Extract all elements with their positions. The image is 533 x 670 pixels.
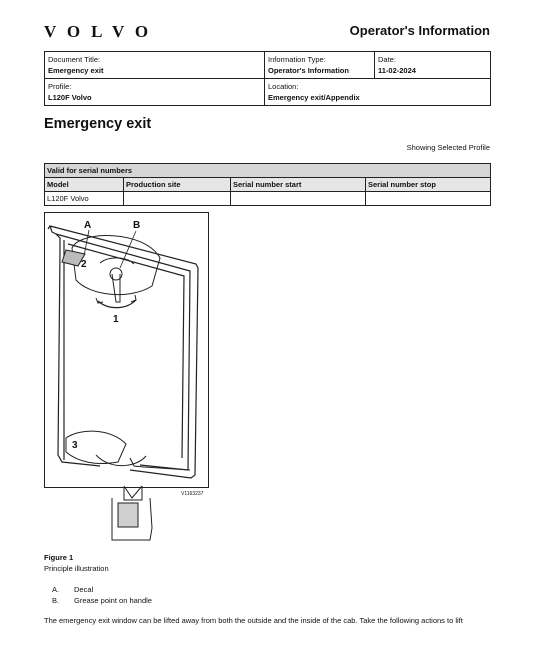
legend-text: Decal (74, 585, 94, 594)
serial-column-header: Serial number stop (366, 178, 491, 192)
legend-text: Grease point on handle (74, 596, 152, 605)
figure-caption: Principle illustration (44, 564, 109, 573)
meta-value: L120F Volvo (48, 93, 92, 102)
detail-inset (112, 486, 152, 540)
selected-profile-note: Showing Selected Profile (406, 143, 490, 152)
callout-a: A (84, 220, 92, 231)
meta-label: Date: (378, 55, 396, 64)
document-kind-heading: Operator's Information (349, 23, 490, 38)
meta-label: Profile: (48, 82, 72, 91)
meta-value: Operator's Information (268, 66, 349, 75)
legend-key: B. (52, 596, 60, 605)
serial-column-header: Serial number start (231, 178, 366, 192)
volvo-logo: VOLVO (44, 22, 160, 41)
meta-label: Information Type: (268, 55, 326, 64)
meta-value: Emergency exit/Appendix (268, 93, 360, 102)
callout-3: 3 (72, 440, 78, 451)
callout-2: 2 (81, 259, 87, 270)
body-paragraph: The emergency exit window can be lifted away from both the outside and the inside of the cab. Take the following actions to lift (44, 616, 463, 625)
legend-item (52, 585, 152, 596)
legend-key: A. (52, 585, 60, 594)
legend-item (52, 596, 152, 607)
serial-cell: L120F Volvo (45, 192, 124, 206)
serial-column-header: Model (45, 178, 124, 192)
meta-label: Location: (268, 82, 299, 91)
callout-b: B (133, 220, 141, 231)
callout-1: 1 (113, 314, 119, 325)
meta-value: 11-02-2024 (378, 66, 416, 75)
serial-table-group-header: Valid for serial numbers (45, 164, 491, 178)
meta-value: Emergency exit (48, 66, 104, 75)
figure-legend (52, 585, 152, 607)
meta-label: Document Title: (48, 55, 101, 64)
serial-column-header: Production site (124, 178, 231, 192)
figure-title: Figure 1 (44, 553, 74, 562)
figure-image-code: V1163237 (181, 491, 204, 497)
page-title: Emergency exit (44, 116, 152, 132)
